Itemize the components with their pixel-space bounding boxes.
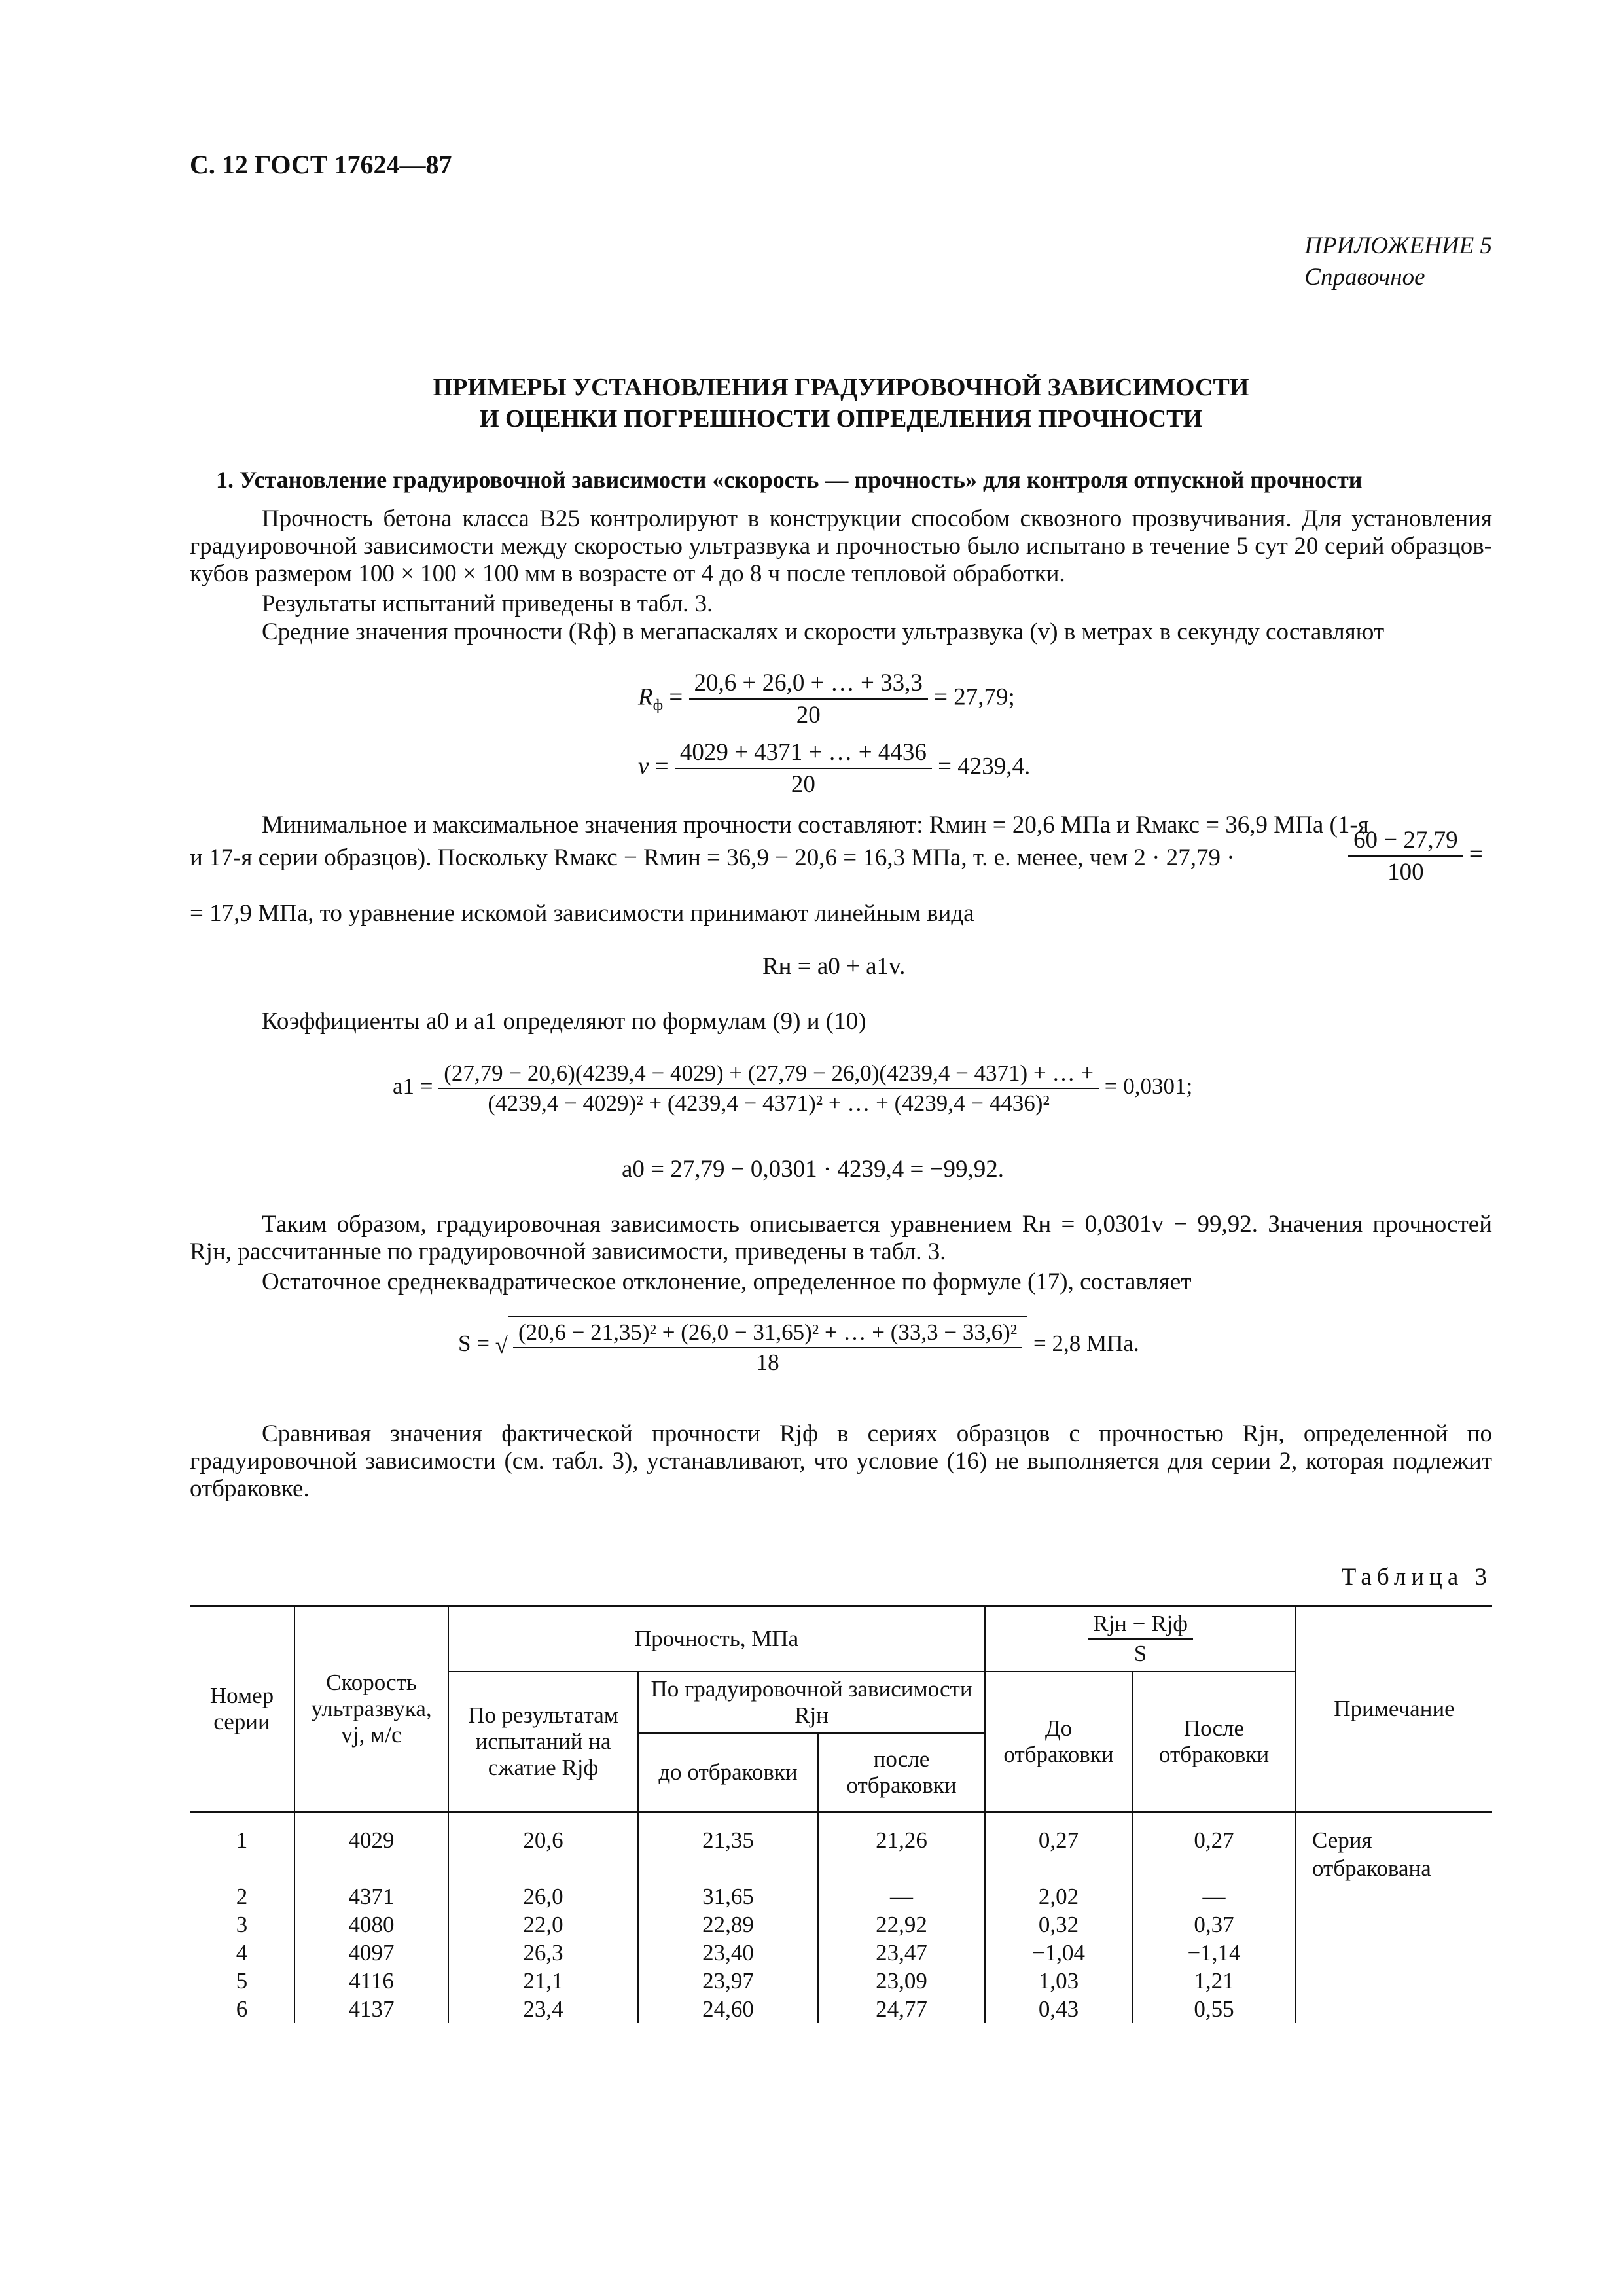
table-row: [190, 1939, 1492, 1967]
table-cell: 31,65: [638, 1882, 818, 1910]
table-cell: 0,43: [985, 1995, 1132, 2023]
results-table: [190, 1605, 1492, 2023]
paragraph-1: Прочность бетона класса В25 контролируют в конструкции способом сквозного прозвучивания. Для установления градуировочной зависимости между скоростью ультразвука и прочностью было испытано в течение 5 сут 20 серий образцов-кубов размером 100 × 100 × 100 мм в возрасте от 4 до 8 ч после тепловой обработки.: [190, 505, 1492, 587]
table-cell: 0,27: [1132, 1812, 1296, 1882]
table-cell: 0,32: [985, 1910, 1132, 1939]
table-cell: 4137: [294, 1995, 448, 2023]
header-by-calibration: По градуировочной зависимости Rjн: [638, 1672, 985, 1733]
table-cell: 21,1: [448, 1967, 638, 1995]
paragraph-4a: Минимальное и максимальное значения прочности составляют: Rмин = 20,6 МПа и Rмакс = 36,9 МПа (1-я: [262, 812, 1369, 838]
paragraph-7: Остаточное среднеквадратическое отклонение, определенное по формуле (17), составляет: [262, 1268, 1192, 1295]
table-cell: —: [818, 1882, 985, 1910]
table-cell: 2,02: [985, 1882, 1132, 1910]
paragraph-5: Коэффициенты a0 и a1 определяют по формулам (9) и (10): [262, 1008, 866, 1035]
table-cell: 4116: [294, 1967, 448, 1995]
table-cell: −1,04: [985, 1939, 1132, 1967]
formula-linear-model: Rн = a0 + a1v.: [762, 953, 906, 980]
table-cell: 23,09: [818, 1967, 985, 1995]
table-cell: 1,21: [1132, 1967, 1296, 1995]
formula-residual-sd: S = √ $\frac{\text{(20,6 − 21,35)² + (26,0 − 31,65)² + … + (33,3 − 33,6)²}}{18}$ = 2,8 МПа.: [458, 1316, 1139, 1376]
table-cell: −1,14: [1132, 1939, 1296, 1967]
table-cell: 23,40: [638, 1939, 818, 1967]
header-ratio: $\frac{\text{Rjн − Rjф}}{S}$: [985, 1606, 1296, 1672]
table-cell: 1,03: [985, 1967, 1132, 1995]
table-cell: 5: [236, 1967, 248, 1994]
formula-mean-speed-fraction: $\frac{4029 + 4371 + \dots + 4436}{20}$: [675, 738, 932, 798]
formula-threshold-fraction: $\frac{60 - 27,79}{100}$ =: [1348, 826, 1483, 886]
header-note: Примечание: [1296, 1606, 1492, 1812]
table-cell: 1: [236, 1827, 248, 1853]
table-cell: 22,0: [448, 1910, 638, 1939]
table-cell: 0,27: [985, 1812, 1132, 1882]
table-cell: 0,55: [1132, 1995, 1296, 2023]
table-row: [190, 1967, 1492, 1995]
formula-mean-strength-fraction: $\frac{20,6 + 26,0 + \dots + 33,3}{20}$: [689, 669, 928, 729]
table-cell: [1296, 1967, 1492, 1995]
table-row: [190, 1910, 1492, 1939]
table-cell: 6: [236, 1996, 248, 2022]
table-caption: Таблица 3: [1341, 1564, 1492, 1590]
header-calib-after: после отбраковки: [818, 1733, 985, 1812]
table-cell: —: [1132, 1882, 1296, 1910]
page-header: С. 12 ГОСТ 17624—87: [190, 150, 452, 179]
title-line-1: ПРИМЕРЫ УСТАНОВЛЕНИЯ ГРАДУИРОВОЧНОЙ ЗАВИСИМОСТИ: [433, 374, 1249, 401]
table-cell: 4: [236, 1939, 248, 1965]
table-row: [190, 1812, 1492, 1882]
table-cell: [1296, 1882, 1492, 1910]
appendix-subtitle: Справочное: [1304, 264, 1425, 291]
table-cell: 24,60: [638, 1995, 818, 2023]
table-cell: 21,35: [638, 1812, 818, 1882]
table-cell: 22,89: [638, 1910, 818, 1939]
header-by-results: По результатам испытаний на сжатие Rjф: [448, 1672, 638, 1812]
table-cell: [1296, 1910, 1492, 1939]
header-ratio-before: До отбраковки: [985, 1672, 1132, 1812]
header-speed: Скорость ультразвука, vj, м/с: [294, 1606, 448, 1812]
table-cell: 3: [236, 1911, 248, 1937]
paragraph-4b: и 17-я серии образцов). Поскольку Rмакс − Rмин = 36,9 − 20,6 = 16,3 МПа, т. е. менее, чем 2 · 27,79 ·: [190, 844, 1235, 871]
formula-a0: a0 = 27,79 − 0,0301 · 4239,4 = −99,92.: [622, 1156, 1004, 1183]
formula-mean-speed: v = $\frac{4029 + 4371 + \dots + 4436}{20}$ = 4239,4.: [638, 739, 1031, 798]
appendix-title: ПРИЛОЖЕНИЕ 5: [1304, 232, 1492, 259]
table-cell: 23,97: [638, 1967, 818, 1995]
paragraph-4c: = 17,9 МПа, то уравнение искомой зависимости принимают линейным вида: [190, 900, 974, 927]
table-cell: 24,77: [818, 1995, 985, 2023]
table-cell: 20,6: [448, 1812, 638, 1882]
paragraph-6: Таким образом, градуировочная зависимость описывается уравнением Rн = 0,0301v − 99,92. Значения прочностей Rjн, рассчитанные по градуировочной зависимости, приведены в табл. 3.: [190, 1211, 1492, 1265]
paragraph-2: Результаты испытаний приведены в табл. 3.: [262, 590, 713, 617]
sqrt-sign: √ $\frac{\text{(20,6 − 21,35)² + (26,0 − 31,65)² + … + (33,3 − 33,6)²}}{18}$: [495, 1316, 1028, 1376]
header-strength: Прочность, МПа: [448, 1606, 985, 1672]
table-cell: 2: [236, 1883, 248, 1909]
table-row: [190, 1882, 1492, 1910]
table-cell: 22,92: [818, 1910, 985, 1939]
title-line-2: И ОЦЕНКИ ПОГРЕШНОСТИ ОПРЕДЕЛЕНИЯ ПРОЧНОСТИ: [479, 405, 1203, 433]
table-cell: 23,4: [448, 1995, 638, 2023]
table-cell: [1296, 1939, 1492, 1967]
document-title: [190, 372, 1492, 435]
table-cell: 4371: [294, 1882, 448, 1910]
paragraph-8: Сравнивая значения фактической прочности Rjф в сериях образцов с прочностью Rjн, определенной по градуировочной зависимости (см. табл. 3), устанавливают, что условие (16) не выполняется для серии 2, которая подлежит отбраковке.: [190, 1420, 1492, 1502]
table-cell: [1296, 1995, 1492, 2023]
appendix-label: [1304, 230, 1492, 293]
table-cell: 21,26: [818, 1812, 985, 1882]
table-cell: 23,47: [818, 1939, 985, 1967]
table-cell: 26,3: [448, 1939, 638, 1967]
header-ratio-after: После отбраковки: [1132, 1672, 1296, 1812]
table-row: [190, 1995, 1492, 2023]
table-cell: 4097: [294, 1939, 448, 1967]
section-1-heading: 1. Установление градуировочной зависимости «скорость — прочность» для контроля отпускной прочности: [216, 467, 1363, 493]
header-series-number: Номер серии: [190, 1606, 294, 1812]
formula-a1: a1 = (27,79 − 20,6)(4239,4 − 4029) + (27,79 − 26,0)(4239,4 − 4371) + … + (4239,4 − 4029)² + (4239,4 − 4371)² + … + (4239,4 − 4436)² = 0,0301;: [393, 1060, 1193, 1116]
table-cell: Серия отбракована: [1296, 1812, 1492, 1882]
table-cell: 26,0: [448, 1882, 638, 1910]
table-cell: 4080: [294, 1910, 448, 1939]
formula-mean-strength: $R_ф$ = $\frac{20,6 + 26,0 + \dots + 33,3}{20}$ = 27,79;: [638, 670, 1015, 728]
header-calib-before: до отбраковки: [638, 1733, 818, 1812]
table-cell: 4029: [294, 1812, 448, 1882]
paragraph-3: Средние значения прочности (Rф) в мегапаскалях и скорости ультразвука (v) в метрах в секунду составляют: [262, 619, 1385, 645]
table-cell: 0,37: [1132, 1910, 1296, 1939]
